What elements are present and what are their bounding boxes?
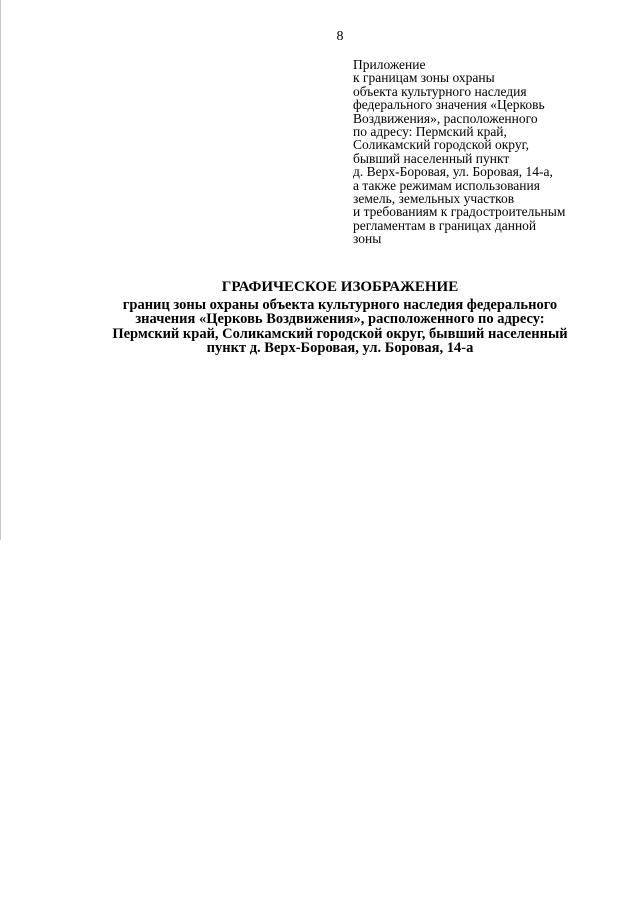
appendix-line: Воздвижения», расположенного	[353, 110, 538, 126]
subtitle-line: значения «Церковь Воздвижения», расположенного по адресу:	[135, 311, 545, 328]
page-edge-line	[0, 0, 1, 540]
appendix-line: д. Верх-Боровая, ул. Боровая, 14-а,	[353, 164, 553, 180]
appendix-line: федерального значения «Церковь	[353, 97, 545, 113]
appendix-line: Соликамский городской округ,	[353, 137, 529, 153]
document-title: ГРАФИЧЕСКОЕ ИЗОБРАЖЕНИЕ	[221, 279, 459, 295]
subtitle-line: пункт д. Верх-Боровая, ул. Боровая, 14-а	[206, 339, 474, 356]
appendix-line: к границам зоны охраны	[353, 70, 495, 86]
document-subtitle	[60, 298, 620, 355]
appendix-note	[353, 58, 593, 246]
appendix-line: по адресу: Пермский край,	[353, 124, 507, 140]
appendix-line: а также режимам использования	[353, 177, 540, 193]
appendix-line: объекта культурного наследия	[353, 83, 527, 99]
page-number: 8	[336, 29, 344, 44]
subtitle-line: Пермский край, Соликамский городской округ, бывший населенный	[112, 325, 568, 342]
appendix-line: Приложение	[353, 57, 426, 72]
appendix-line: земель, земельных участков	[353, 191, 515, 207]
appendix-line: бывший населенный пункт	[353, 150, 510, 166]
appendix-line: регламентам в границах данной	[353, 217, 537, 233]
appendix-line: и требованиям к градостроительным	[353, 204, 566, 220]
subtitle-line: границ зоны охраны объекта культурного наследия федерального	[122, 297, 558, 313]
appendix-line: зоны	[353, 231, 382, 247]
